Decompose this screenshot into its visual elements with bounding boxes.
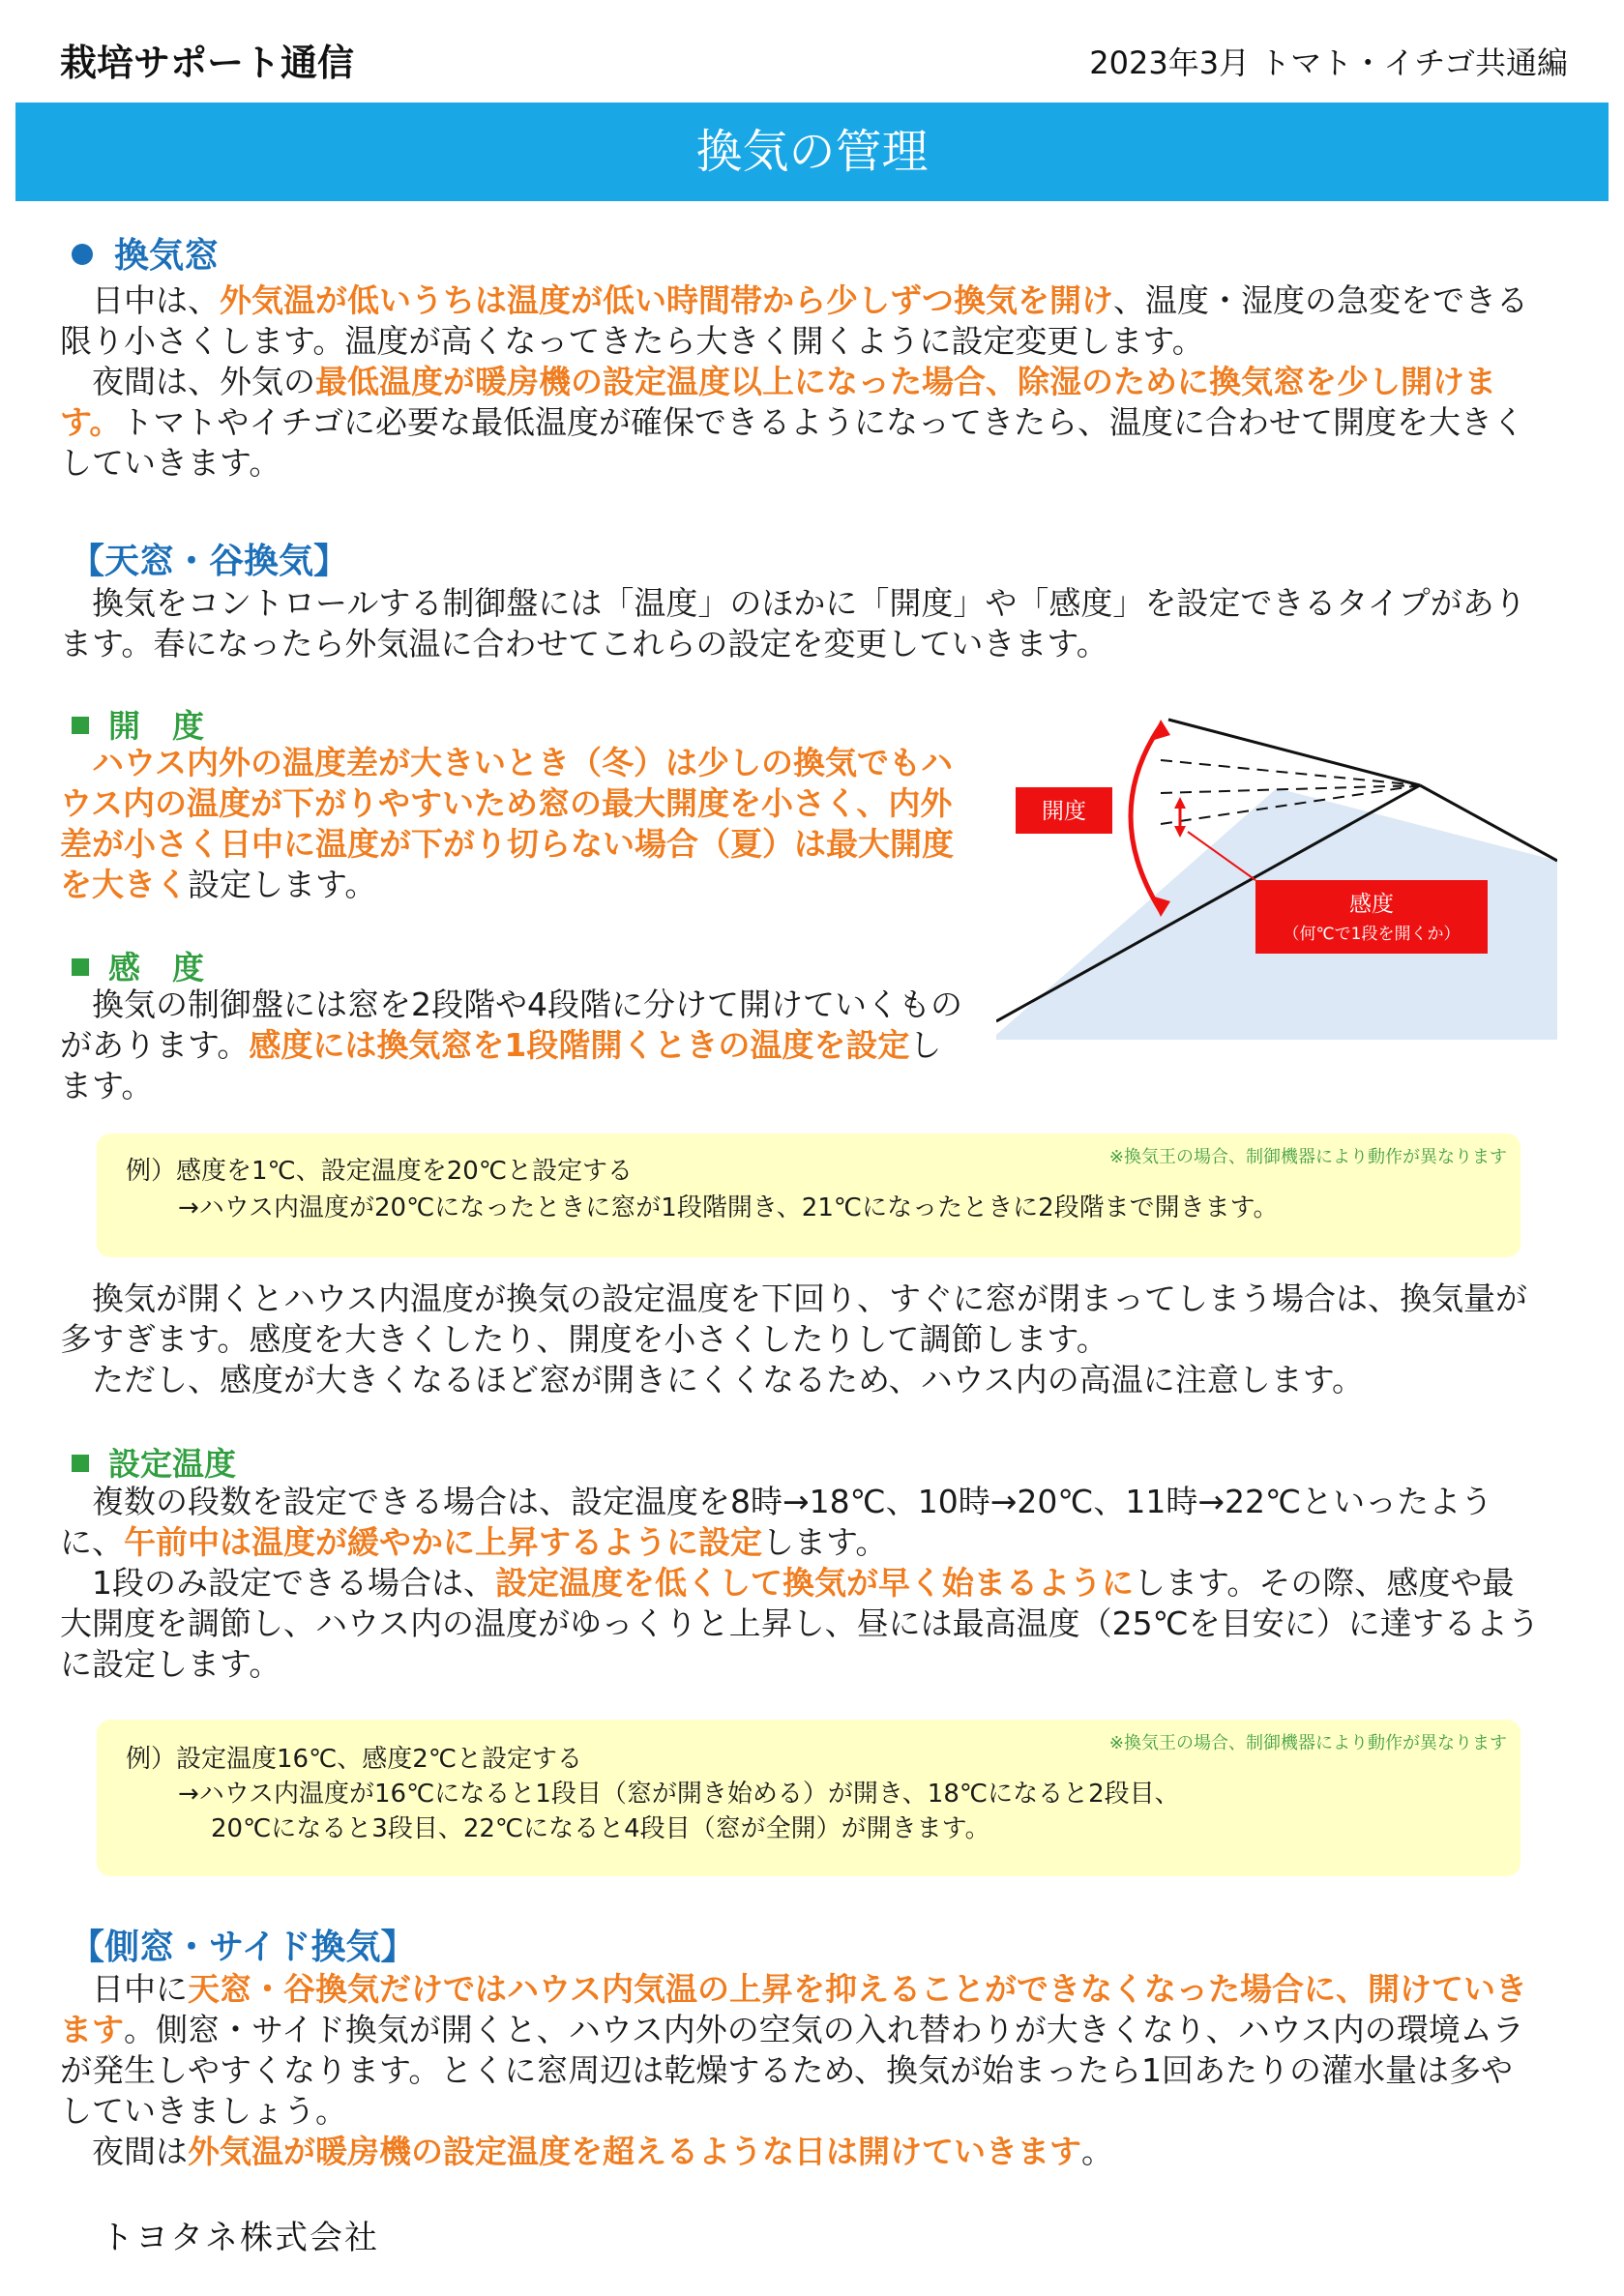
highlight-text: 最低温度が暖房機の設定温度以上になった場合、除湿のために換気窓を少し開けます。 [60, 363, 1496, 441]
kando-sublabel: （何℃で1段を開くか） [1283, 925, 1461, 944]
body-text: 設定します。 [188, 866, 377, 903]
settei-body [60, 1482, 1540, 1685]
body-text: 複数の段数を設定できる場合は、設定温度を8時→18℃、10時→20℃、11時→22℃といったように、 [60, 1483, 1493, 1561]
subheading-text: 開 度 [108, 707, 204, 745]
subheading-kaido [72, 701, 204, 747]
square-bullet-icon [72, 958, 89, 976]
subheading-text: 感 度 [108, 949, 204, 986]
subheading-settei [72, 1439, 236, 1485]
section-heading-text: 換気窓 [114, 236, 220, 276]
vent-diagram [996, 706, 1557, 1054]
paragraph [60, 743, 969, 905]
paragraph [60, 985, 969, 1106]
brand-title: 栽培サポート通信 [60, 42, 355, 84]
paragraph: 換気が開くとハウス内温度が換気の設定温度を下回り、すぐに窓が閉まってしまう場合は、換気量が多すぎます。感度を大きくしたり、開度を小さくしたりして調節します。 [60, 1280, 1528, 1358]
body-text: 日中は、 [92, 281, 220, 319]
subheading-kando [72, 943, 204, 988]
page-title-banner: 換気の管理 [15, 103, 1609, 201]
kaido-label: 開度 [1042, 799, 1086, 824]
example-line: 例）設定温度16℃、感度2℃と設定する [126, 1745, 583, 1774]
square-bullet-icon [72, 717, 89, 734]
body-text: します。その際、感度や最大開度を調節し、ハウス内の温度がゆっくりと上昇し、昼には最高温度（25℃を目安に）に達するように設定します。 [60, 1564, 1540, 1683]
example-line: 例）感度を1℃、設定温度を20℃と設定する [126, 1157, 634, 1186]
highlight-text: 午前中は温度が緩やかに上昇するように設定 [124, 1523, 762, 1561]
bullet-dot-icon [72, 244, 93, 265]
example-box-2 [97, 1720, 1521, 1876]
kando-body [60, 985, 969, 1106]
body-text: 日中に [92, 1970, 188, 2008]
paragraph [60, 1969, 1540, 2132]
section2-intro [60, 583, 1540, 664]
example-note: ※換気王の場合、制御機器により動作が異なります [1108, 1733, 1507, 1753]
example-note: ※換気王の場合、制御機器により動作が異なります [1108, 1147, 1507, 1167]
paragraph [60, 362, 1540, 484]
company-name: トヨタネ株式会社 [101, 2219, 379, 2257]
subheading-text: 設定温度 [108, 1445, 236, 1483]
kando-label: 感度 [1349, 892, 1394, 917]
paragraph [60, 1563, 1540, 1685]
section-heading-roof: 【天窓・谷換気】 [70, 542, 349, 581]
paragraph [60, 1482, 1540, 1563]
body-text: します。 [60, 1026, 942, 1104]
highlight-text: 外気温が暖房機の設定温度を超えるような日は開けていきます [188, 2133, 1081, 2170]
section3-body [60, 1969, 1540, 2172]
body-text: 、温度・湿度の急変をできる限り小さくします。温度が高くなってきたら大きく開くように設定変更します。 [60, 281, 1528, 360]
example-line: →ハウス内温度が16℃になると1段目（窓が開き始める）が開き、18℃になると2段目、 [178, 1780, 1180, 1809]
square-bullet-icon [72, 1455, 89, 1472]
body-text: トマトやイチゴに必要な最低温度が確保できるようになってきたら、温度に合わせて開度を大きくしていきます。 [60, 403, 1525, 482]
example-box-1 [97, 1133, 1521, 1257]
highlight-text: 設定温度を低くして換気が早く始まるように [495, 1564, 1134, 1602]
example-line: →ハウス内温度が20℃になったときに窓が1段階開き、21℃になったときに2段階まで開きます。 [178, 1193, 1279, 1222]
arrow-head-icon [1174, 797, 1186, 809]
highlight-text: 天窓・谷換気だけではハウス内気温の上昇を抑えることができなくなった場合に、開けていきます [60, 1970, 1528, 2048]
window-step-line [1161, 760, 1420, 785]
paragraph: ただし、感度が大きくなるほど窓が開きにくくなるため、ハウス内の高温に注意します。 [92, 1361, 1365, 1398]
paragraph: 換気をコントロールする制御盤には「温度」のほかに「開度」や「感度」を設定できるタイプがあります。春になったら外気温に合わせてこれらの設定を変更していきます。 [60, 584, 1526, 662]
arrow-head-icon [1174, 826, 1186, 838]
after-example-1 [60, 1279, 1540, 1400]
paragraph [60, 2132, 1540, 2172]
body-text: 。側窓・サイド換気が開くと、ハウス内外の空気の入れ替わりが大きくなり、ハウス内の環境ムラが発生しやすくなります。とくに窓周辺は乾燥するため、換気が始まったら1回あたりの灌水量は多やしていきましょう。 [60, 2011, 1524, 2130]
example-line: 20℃になると3段目、22℃になると4段目（窓が全開）が開きます。 [211, 1814, 990, 1843]
paragraph [60, 280, 1540, 362]
body-text: 1段のみ設定できる場合は、 [92, 1564, 495, 1602]
body-text: 夜間は、外気の [92, 363, 315, 400]
section1-body [60, 280, 1540, 484]
body-text: 。 [1081, 2133, 1113, 2170]
body-text: 夜間は [92, 2133, 188, 2170]
body-text: 換気の制御盤には窓を2段階や4段階に分けて開けていくものがあります。 [60, 986, 962, 1064]
highlight-text: 感度には換気窓を1段階開くときの温度を設定 [249, 1026, 910, 1064]
arrow-head-icon [1151, 720, 1170, 741]
window-open-max [1168, 720, 1420, 785]
body-text: します。 [762, 1523, 888, 1561]
kaido-body [60, 743, 969, 905]
section-heading-side: 【側窓・サイド換気】 [70, 1928, 416, 1967]
highlight-text: 外気温が低いうちは温度が低い時間帯から少しずつ換気を開け [220, 281, 1113, 319]
kaido-arc-arrow [1131, 725, 1161, 911]
issue-label: 2023年3月 トマト・イチゴ共通編 [1089, 44, 1568, 81]
section-heading-window [72, 228, 219, 278]
highlight-text: ハウス内外の温度差が大きいとき（冬）は少しの換気でもハウス内の温度が下がりやすいため窓の最大開度を小さく、内外差が小さく日中に温度が下がり切らない場合（夏）は最大開度を大きく [60, 744, 954, 903]
